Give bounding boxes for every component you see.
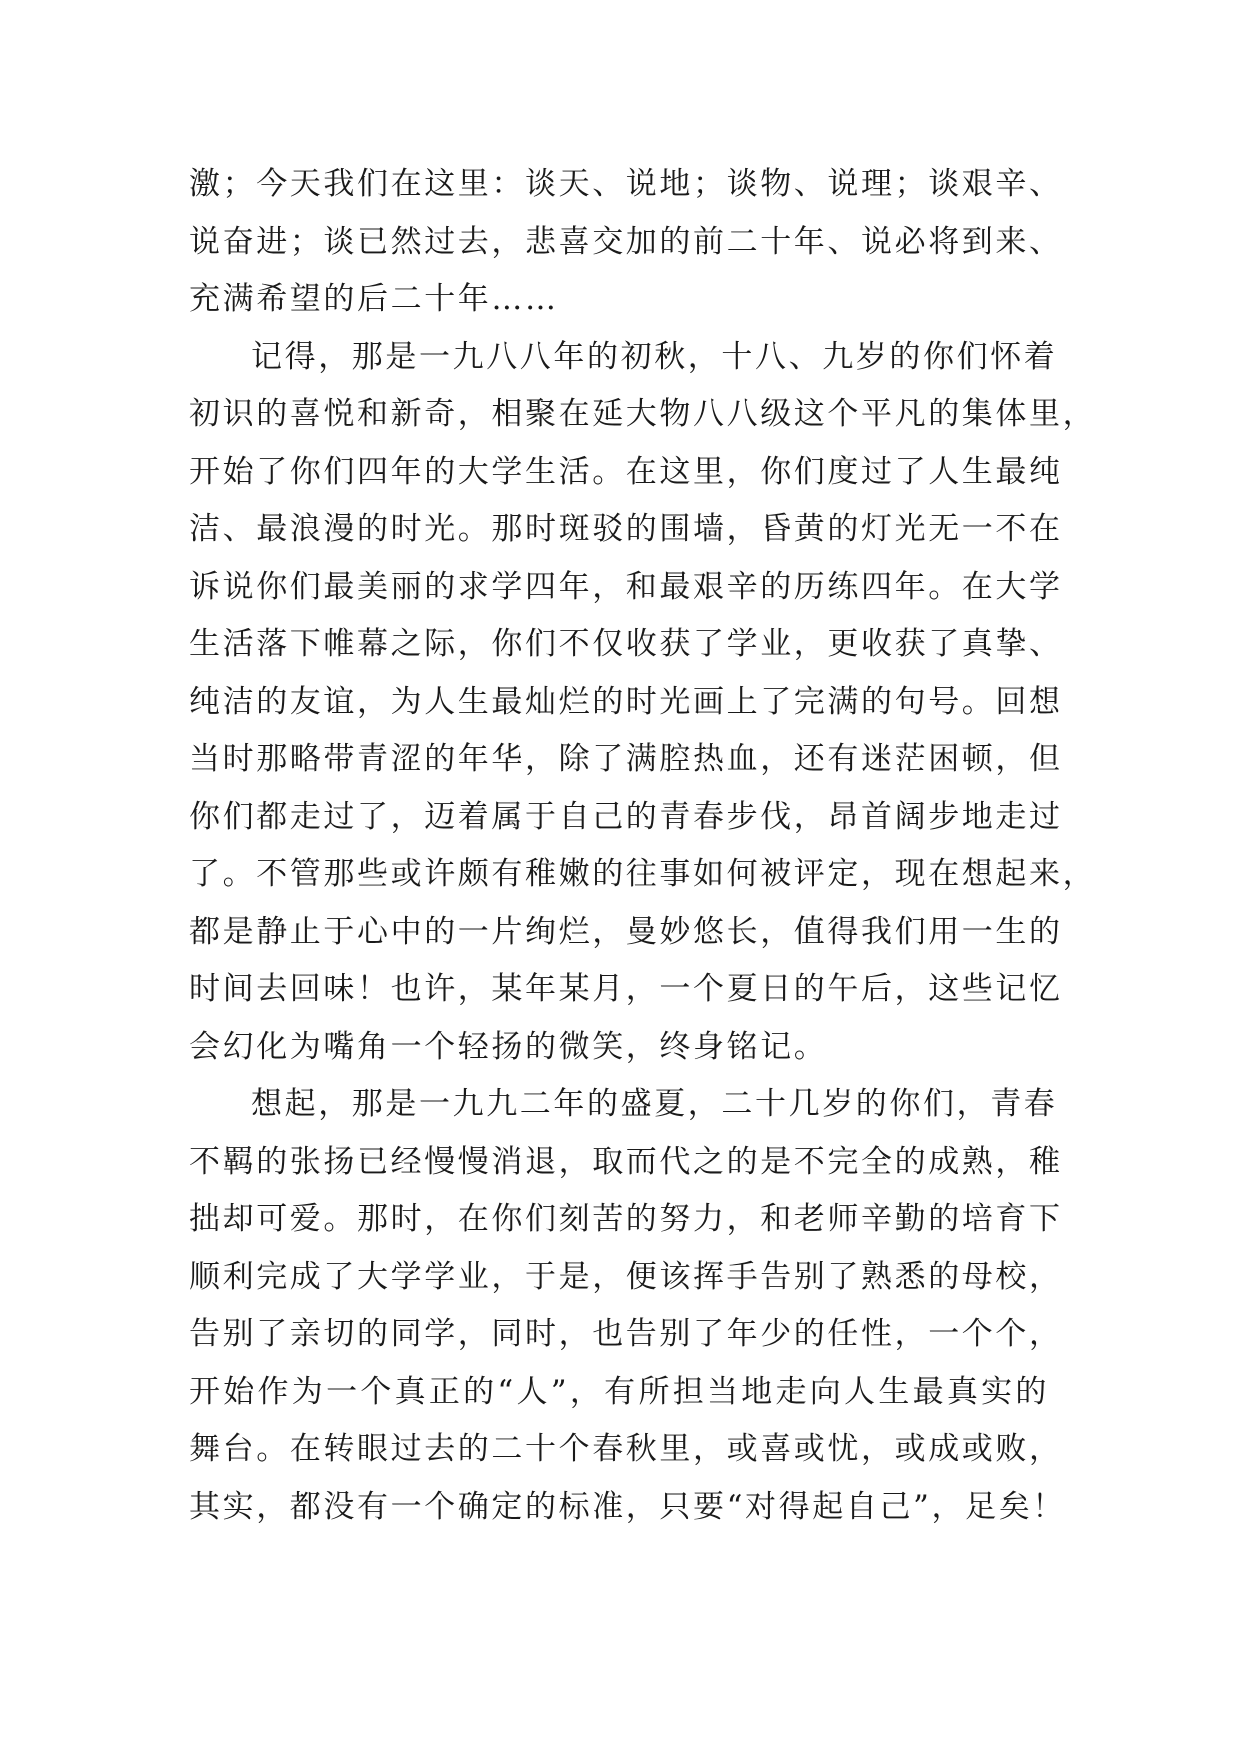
paragraph-first-line: 记得，那是一九八八年的初秋，十八、九岁的你们怀着 [251,338,1058,375]
text-line: 其实，都没有一个确定的标准，只要“对得起自己”，足矣！ [189,1488,1066,1525]
text-line: 时间去回味！也许，某年某月，一个夏日的午后，这些记忆 [189,971,1063,1007]
paragraph-first-line: 想起，那是一九九二年的盛夏，二十几岁的你们，青春 [251,1086,1058,1122]
text-line: 拙却可爱。那时，在你们刻苦的努力，和老师辛勤的培育下 [189,1201,1063,1237]
text-line: 告别了亲切的同学，同时，也告别了年少的任性，一个个， [189,1316,1063,1352]
text-line: 开始了你们四年的大学生活。在这里，你们度过了人生最纯 [189,453,1063,490]
text-line: 生活落下帷幕之际，你们不仅收获了学业，更收获了真挚、 [189,626,1063,662]
text-line: 不羁的张扬已经慢慢消退，取而代之的是不完全的成熟，稚 [189,1143,1063,1180]
text-line: 纯洁的友谊，为人生最灿烂的时光画上了完满的句号。回想 [189,683,1063,720]
text-line: 当时那略带青涩的年华，除了满腔热血，还有迷茫困顿，但 [189,741,1063,777]
text-line: 说奋进；谈已然过去，悲喜交加的前二十年、说必将到来、 [189,223,1063,260]
text-line: 洁、最浪漫的时光。那时斑驳的围墙，昏黄的灯光无一不在 [189,511,1063,547]
text-line: 激；今天我们在这里：谈天、说地；谈物、说理；谈艰辛、 [189,166,1063,202]
text-line: 诉说你们最美丽的求学四年，和最艰辛的历练四年。在大学 [189,568,1063,605]
text-line: 你们都走过了，迈着属于自己的青春步伐，昂首阔步地走过 [189,798,1063,835]
text-line: 充满希望的后二十年…… [189,281,559,317]
text-line: 开始作为一个真正的“人”，有所担当地走向人生最真实的 [189,1373,1049,1410]
text-line: 会幻化为嘴角一个轻扬的微笑，终身铭记。 [189,1028,828,1065]
text-line: 初识的喜悦和新奇，相聚在延大物八八级这个平凡的集体里， [189,396,1097,432]
text-line: 舞台。在转眼过去的二十个春秋里，或喜或忧，或成或败， [189,1431,1063,1467]
body-text [189,156,1097,1536]
text-line: 了。不管那些或许颇有稚嫩的往事如何被评定，现在想起来， [189,856,1097,892]
text-line: 都是静止于心中的一片绚烂，曼妙悠长，值得我们用一生的 [189,913,1063,950]
text-line: 顺利完成了大学学业，于是，便该挥手告别了熟悉的母校， [189,1258,1063,1295]
